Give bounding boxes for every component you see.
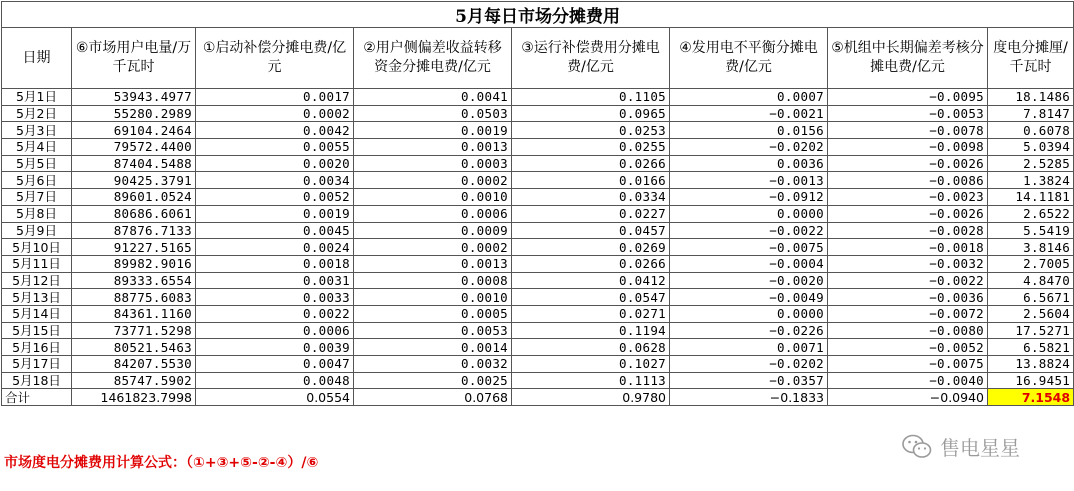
date-cell: 5月9日 [2,222,72,239]
table-cell: −0.0086 [828,172,988,189]
table-cell: 0.0047 [196,356,354,373]
table-cell: 13.8824 [988,356,1074,373]
table-cell: 0.0628 [512,339,670,356]
table-cell: −0.0028 [828,222,988,239]
table-cell: 2.6522 [988,205,1074,222]
table-cell: 0.0022 [196,305,354,322]
date-cell: 5月6日 [2,172,72,189]
table-cell: 80521.5463 [72,339,196,356]
total-cell: −0.0940 [828,389,988,406]
table-cell: 0.0048 [196,372,354,389]
watermark-text: 售电星星 [940,436,1020,460]
table-cell: 0.0271 [512,305,670,322]
table-cell: 0.1194 [512,322,670,339]
table-cell: 0.0045 [196,222,354,239]
table-cell: 89333.6554 [72,272,196,289]
column-header: ②用户侧偏差收益转移资金分摊电费/亿元 [354,28,512,89]
table-cell: −0.0095 [828,89,988,106]
table-cell: −0.0357 [670,372,828,389]
table-cell: 0.0253 [512,122,670,139]
table-cell: 0.0003 [354,155,512,172]
wechat-icon [902,434,932,460]
table-cell: −0.0023 [828,189,988,206]
table-cell: 0.0009 [354,222,512,239]
table-cell: −0.0202 [670,356,828,373]
column-header: ③运行补偿费用分摊电费/亿元 [512,28,670,89]
column-header: ④发用电不平衡分摊电费/亿元 [670,28,828,89]
table-cell: 0.0255 [512,139,670,156]
date-cell: 5月18日 [2,372,72,389]
table-cell: 0.0008 [354,272,512,289]
table-cell: −0.0022 [670,222,828,239]
column-header: ①启动补偿分摊电费/亿元 [196,28,354,89]
date-cell: 5月1日 [2,89,72,106]
table-row [2,322,1074,339]
table-cell: −0.0098 [828,139,988,156]
table-cell: 0.0017 [196,89,354,106]
table-cell: −0.0004 [670,255,828,272]
table-cell: 6.5821 [988,339,1074,356]
table-row [2,205,1074,222]
table-cell: 0.0266 [512,255,670,272]
table-cell: 17.5271 [988,322,1074,339]
table-cell: 6.5671 [988,289,1074,306]
table-cell: 0.0025 [354,372,512,389]
table-row [2,339,1074,356]
column-header: ⑤机组中长期偏差考核分摊电费/亿元 [828,28,988,89]
total-cell: 0.9780 [512,389,670,406]
table-row [2,155,1074,172]
table-cell: 0.0055 [196,139,354,156]
date-cell: 5月7日 [2,189,72,206]
table-cell: 0.0965 [512,105,670,122]
table-cell: 0.0053 [354,322,512,339]
title-row [2,2,1074,28]
table-cell: 0.0007 [670,89,828,106]
table-cell: −0.0018 [828,239,988,256]
table-cell: 0.0002 [354,239,512,256]
table-cell: 84361.1160 [72,305,196,322]
table-cell: 53943.4977 [72,89,196,106]
date-cell: 5月3日 [2,122,72,139]
date-cell: 5月2日 [2,105,72,122]
table-cell: 0.0000 [670,305,828,322]
date-cell: 5月11日 [2,255,72,272]
table-cell: 91227.5165 [72,239,196,256]
table-cell: 0.0020 [196,155,354,172]
table-row [2,356,1074,373]
total-cell: 0.0554 [196,389,354,406]
column-header: 日期 [2,28,72,89]
date-cell: 5月17日 [2,356,72,373]
table-cell: 0.0503 [354,105,512,122]
table-cell: 0.0019 [354,122,512,139]
table-cell: 0.0013 [354,255,512,272]
table-cell: 0.0010 [354,189,512,206]
table-cell: 84207.5530 [72,356,196,373]
table-cell: −0.0013 [670,172,828,189]
table-cell: 0.0227 [512,205,670,222]
total-cell: 0.0768 [354,389,512,406]
date-cell: 5月16日 [2,339,72,356]
total-cell: −0.1833 [670,389,828,406]
table-cell: 0.0412 [512,272,670,289]
table-cell: −0.0020 [670,272,828,289]
column-header: 度电分摊厘/千瓦时 [988,28,1074,89]
table-row [2,89,1074,106]
table-cell: 0.0034 [196,172,354,189]
total-row [2,389,1074,406]
table-cell: 0.0002 [354,172,512,189]
table-row [2,139,1074,156]
table-cell: 5.5419 [988,222,1074,239]
table-cell: 88775.6083 [72,289,196,306]
table-cell: −0.0072 [828,305,988,322]
table-cell: 0.0024 [196,239,354,256]
table-cell: 0.0266 [512,155,670,172]
table-cell: −0.0026 [828,205,988,222]
table-cell: 0.1027 [512,356,670,373]
table-row [2,105,1074,122]
table-cell: 90425.3791 [72,172,196,189]
table-cell: 0.0032 [354,356,512,373]
table-cell: 4.8470 [988,272,1074,289]
date-cell: 5月5日 [2,155,72,172]
watermark [902,432,1020,461]
table-cell: 89982.9016 [72,255,196,272]
formula-text: 市场度电分摊费用计算公式：（①+③+⑤-②-④）/⑥ [4,455,319,471]
table-cell: 0.0071 [670,339,828,356]
total-cell: 1461823.7998 [72,389,196,406]
table-cell: −0.0032 [828,255,988,272]
table-cell: 0.0002 [196,105,354,122]
table-cell: 0.0156 [670,122,828,139]
table-cell: 0.1113 [512,372,670,389]
table-cell: −0.0022 [828,272,988,289]
date-cell: 5月13日 [2,289,72,306]
table-row [2,239,1074,256]
table-row [2,305,1074,322]
table-row [2,272,1074,289]
table-cell: 80686.6061 [72,205,196,222]
cost-table [1,1,1074,406]
table-cell: −0.0202 [670,139,828,156]
table-cell: −0.0026 [828,155,988,172]
table-cell: 2.5604 [988,305,1074,322]
table-cell: 0.0005 [354,305,512,322]
date-cell: 5月10日 [2,239,72,256]
table-cell: 55280.2989 [72,105,196,122]
table-cell: 0.0041 [354,89,512,106]
table-cell: 87404.5488 [72,155,196,172]
table-cell: 0.0000 [670,205,828,222]
date-cell: 5月12日 [2,272,72,289]
table-cell: 0.0052 [196,189,354,206]
table-cell: 0.6078 [988,122,1074,139]
table-row [2,255,1074,272]
table-cell: −0.0080 [828,322,988,339]
table-cell: 0.0036 [670,155,828,172]
table-row [2,172,1074,189]
table-cell: 5.0394 [988,139,1074,156]
table-row [2,222,1074,239]
total-cell: 7.1548 [988,389,1074,406]
table-cell: 79572.4400 [72,139,196,156]
total-label: 合计 [2,389,72,406]
table-cell: 0.0010 [354,289,512,306]
table-cell: 73771.5298 [72,322,196,339]
table-cell: 0.0269 [512,239,670,256]
table-cell: 0.0547 [512,289,670,306]
table-cell: −0.0912 [670,189,828,206]
table-row [2,289,1074,306]
date-cell: 5月4日 [2,139,72,156]
table-cell: 0.1105 [512,89,670,106]
table-cell: 0.0166 [512,172,670,189]
table-cell: −0.0040 [828,372,988,389]
table-cell: 2.5285 [988,155,1074,172]
table-cell: 0.0031 [196,272,354,289]
table-cell: 0.0039 [196,339,354,356]
column-header: ⑥市场用户电量/万千瓦时 [72,28,196,89]
table-cell: −0.0049 [670,289,828,306]
table-cell: 85747.5902 [72,372,196,389]
table-cell: 2.7005 [988,255,1074,272]
table-cell: 87876.7133 [72,222,196,239]
table-cell: 0.0014 [354,339,512,356]
table-cell: 0.0334 [512,189,670,206]
table-title: 5月每日市场分摊费用 [2,2,1074,28]
table-cell: 7.8147 [988,105,1074,122]
table-cell: 69104.2464 [72,122,196,139]
header-row [2,28,1074,89]
table-cell: 3.8146 [988,239,1074,256]
table-cell: 18.1486 [988,89,1074,106]
table-cell: −0.0053 [828,105,988,122]
date-cell: 5月14日 [2,305,72,322]
table-cell: −0.0075 [670,239,828,256]
table-cell: 0.0006 [196,322,354,339]
date-cell: 5月8日 [2,205,72,222]
table-cell: −0.0036 [828,289,988,306]
table-cell: 0.0018 [196,255,354,272]
table-cell: −0.0021 [670,105,828,122]
table-cell: 0.0019 [196,205,354,222]
table-cell: 0.0033 [196,289,354,306]
table-cell: 0.0013 [354,139,512,156]
table-row [2,372,1074,389]
table-cell: 0.0457 [512,222,670,239]
table-cell: 0.0006 [354,205,512,222]
table-cell: 14.1181 [988,189,1074,206]
table-cell: −0.0075 [828,356,988,373]
table-cell: −0.0052 [828,339,988,356]
table-row [2,189,1074,206]
table-cell: −0.0226 [670,322,828,339]
table-cell: 16.9451 [988,372,1074,389]
table-cell: −0.0078 [828,122,988,139]
table-cell: 89601.0524 [72,189,196,206]
table-cell: 1.3824 [988,172,1074,189]
date-cell: 5月15日 [2,322,72,339]
table-cell: 0.0042 [196,122,354,139]
table-row [2,122,1074,139]
